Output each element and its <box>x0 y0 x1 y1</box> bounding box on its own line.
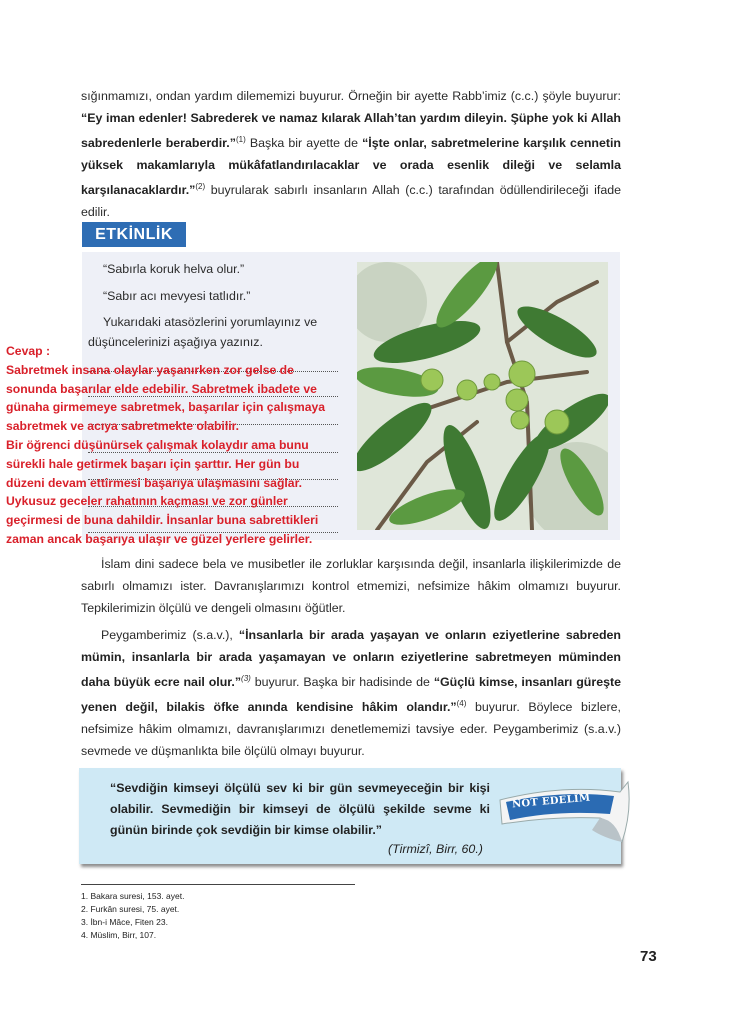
answer-line-text: sürekli hale getirmek başarı için şarttır. Her gün bu <box>6 456 300 471</box>
activity-prompt-line-1: Yukarıdaki atasözlerini yorumlayınız ve <box>103 315 318 329</box>
note-source: (Tirmizî, Birr, 60.) <box>388 842 483 856</box>
footnote-item: 4. Müslim, Birr, 107. <box>81 930 157 940</box>
footnote-ref-3: (3) <box>241 674 251 683</box>
hadith-quote-2: “Güçlü kimse, insanları güreşte yenen değil, bilakis öfke anında kendisine hâkim olandır.” <box>81 675 621 715</box>
activity-prompt-line-2: düşüncelerinizi aşağıya yazınız. <box>88 335 263 349</box>
paragraph-patience-relations: İslam dini sadece bela ve musibetler ile zorluklar karşısında değil, insanlarla ilişkilerimizde de sabırlı olmamızı ister. Davranışlarımızı kontrol etmemizi, nefsimize hâkim olmamızı buyurur. Tepkilerimizin ölçülü ve dengeli olmasını öğütler. <box>81 557 621 615</box>
answer-line-text: geçirmesi de buna dahildir. İnsanlar buna sabrettikleri <box>6 513 319 528</box>
answer-line-text: günaha girmemeye sabretmek, başarılar için çalışmaya <box>6 400 326 415</box>
intro-paragraph <box>81 85 621 223</box>
handwritten-answer <box>6 342 328 549</box>
page-number: 73 <box>640 948 657 965</box>
footnote-ref-4: (4) <box>456 699 467 709</box>
footnote-item: 2. Furkân suresi, 75. ayet. <box>81 904 180 914</box>
footnote-item: 3. İbn-i Mâce, Fiten 23. <box>81 917 168 927</box>
answer-line-text: zaman ancak başarıya ulaşır ve güzel yerlere gelirler. <box>6 531 313 546</box>
note-badge <box>492 772 632 852</box>
hadith-text-3: buyurur. Böylece bizlere, nefsimize hâkim olmamızı, davranışlarımızı denetlememizi tavsiye eder. Peygamberimiz (s.a.v.) sevmede ve düşmanlıkta bile ölçülü olmayı buyurur. <box>81 700 622 759</box>
proverb-2: “Sabır acı mevyesi tatlıdır.” <box>103 289 251 303</box>
footnote-ref-1: (1) <box>235 135 246 144</box>
answer-line-text: Bir öğrenci düşünürsek çalışmak kolaydır ama bunu <box>6 437 309 452</box>
footnote-item: 1. Bakara suresi, 153. ayet. <box>81 891 185 901</box>
intro-text-2: Başka bir ayette de <box>245 136 363 151</box>
note-quote: “Sevdiğin kimseyi ölçülü sev ki bir gün sevmeyeceğin bir kişi olabilir. Sevmediğin bir kimseyi de ölçülü şekilde sevme ki günün birinde çok sevdiğin bir kimse olabilir.” <box>110 781 490 837</box>
footnote-ref-2: (2) <box>195 182 206 192</box>
hadith-quote-1: “İnsanlarla bir arada yaşayan ve onların eziyetlerine sabreden mümin, insanlarla bir arada yaşamayan ve onların eziyetlerine sabretmeyen müminden daha büyük ecre nail olur.” <box>81 628 621 690</box>
paragraph-hadith <box>81 624 621 762</box>
answer-line-text: Sabretmek insana olaylar yaşanırken zor gelse de <box>6 362 294 377</box>
answer-line-text: sonunda başarılar elde edebilir. Sabretmek ibadete ve <box>6 381 317 396</box>
intro-text-1: sığınmamızı, ondan yardım dilememizi buyurur. Örneğin bir ayette Rabb’imiz (c.c.) şöyle buyurur: <box>81 89 621 103</box>
hadith-text-1: Peygamberimiz (s.a.v.), <box>101 628 239 642</box>
answer-line-text: düzeni devam ettirmesi başarıya ulaşmasını sağlar. <box>6 475 303 490</box>
proverb-1: “Sabırla koruk helva olur.” <box>103 262 245 276</box>
answer-line-text: Uykusuz geceler rahatının kaçması ve zor günler <box>6 494 288 509</box>
answer-line-text: Cevap : <box>6 344 51 358</box>
footnote-divider <box>81 884 355 885</box>
guava-branch-illustration <box>357 262 608 530</box>
intro-verse-1: “Ey iman edenler! Sabrederek ve namaz kılarak Allah’tan yardım dileyin. Şüphe yok ki Allah sabredenlerle beraberdir.” <box>81 111 621 151</box>
note-badge-label: NOT EDELİM <box>511 792 591 811</box>
page-curl-icon <box>492 772 632 852</box>
intro-verse-2: “İşte onlar, sabretmelerine karşılık cennetin yüksek makamlarıyla mükâfatlandırılacaklar ve orada esenlik dileği ve selamla karşılanacaklardır.” <box>81 136 621 198</box>
guava-photo <box>357 262 608 530</box>
hadith-text-2: buyurur. Başka bir hadisinde de <box>250 675 434 690</box>
activity-heading: ETKİNLİK <box>82 222 186 247</box>
answer-line-text: sabretmek ve acıya sabretmekte olabilir. <box>6 419 240 434</box>
intro-text-3: buyrularak sabırlı insanların Allah (c.c.) tarafından ödüllendirileceği ifade edilir. <box>81 183 621 220</box>
footnotes <box>81 890 184 942</box>
